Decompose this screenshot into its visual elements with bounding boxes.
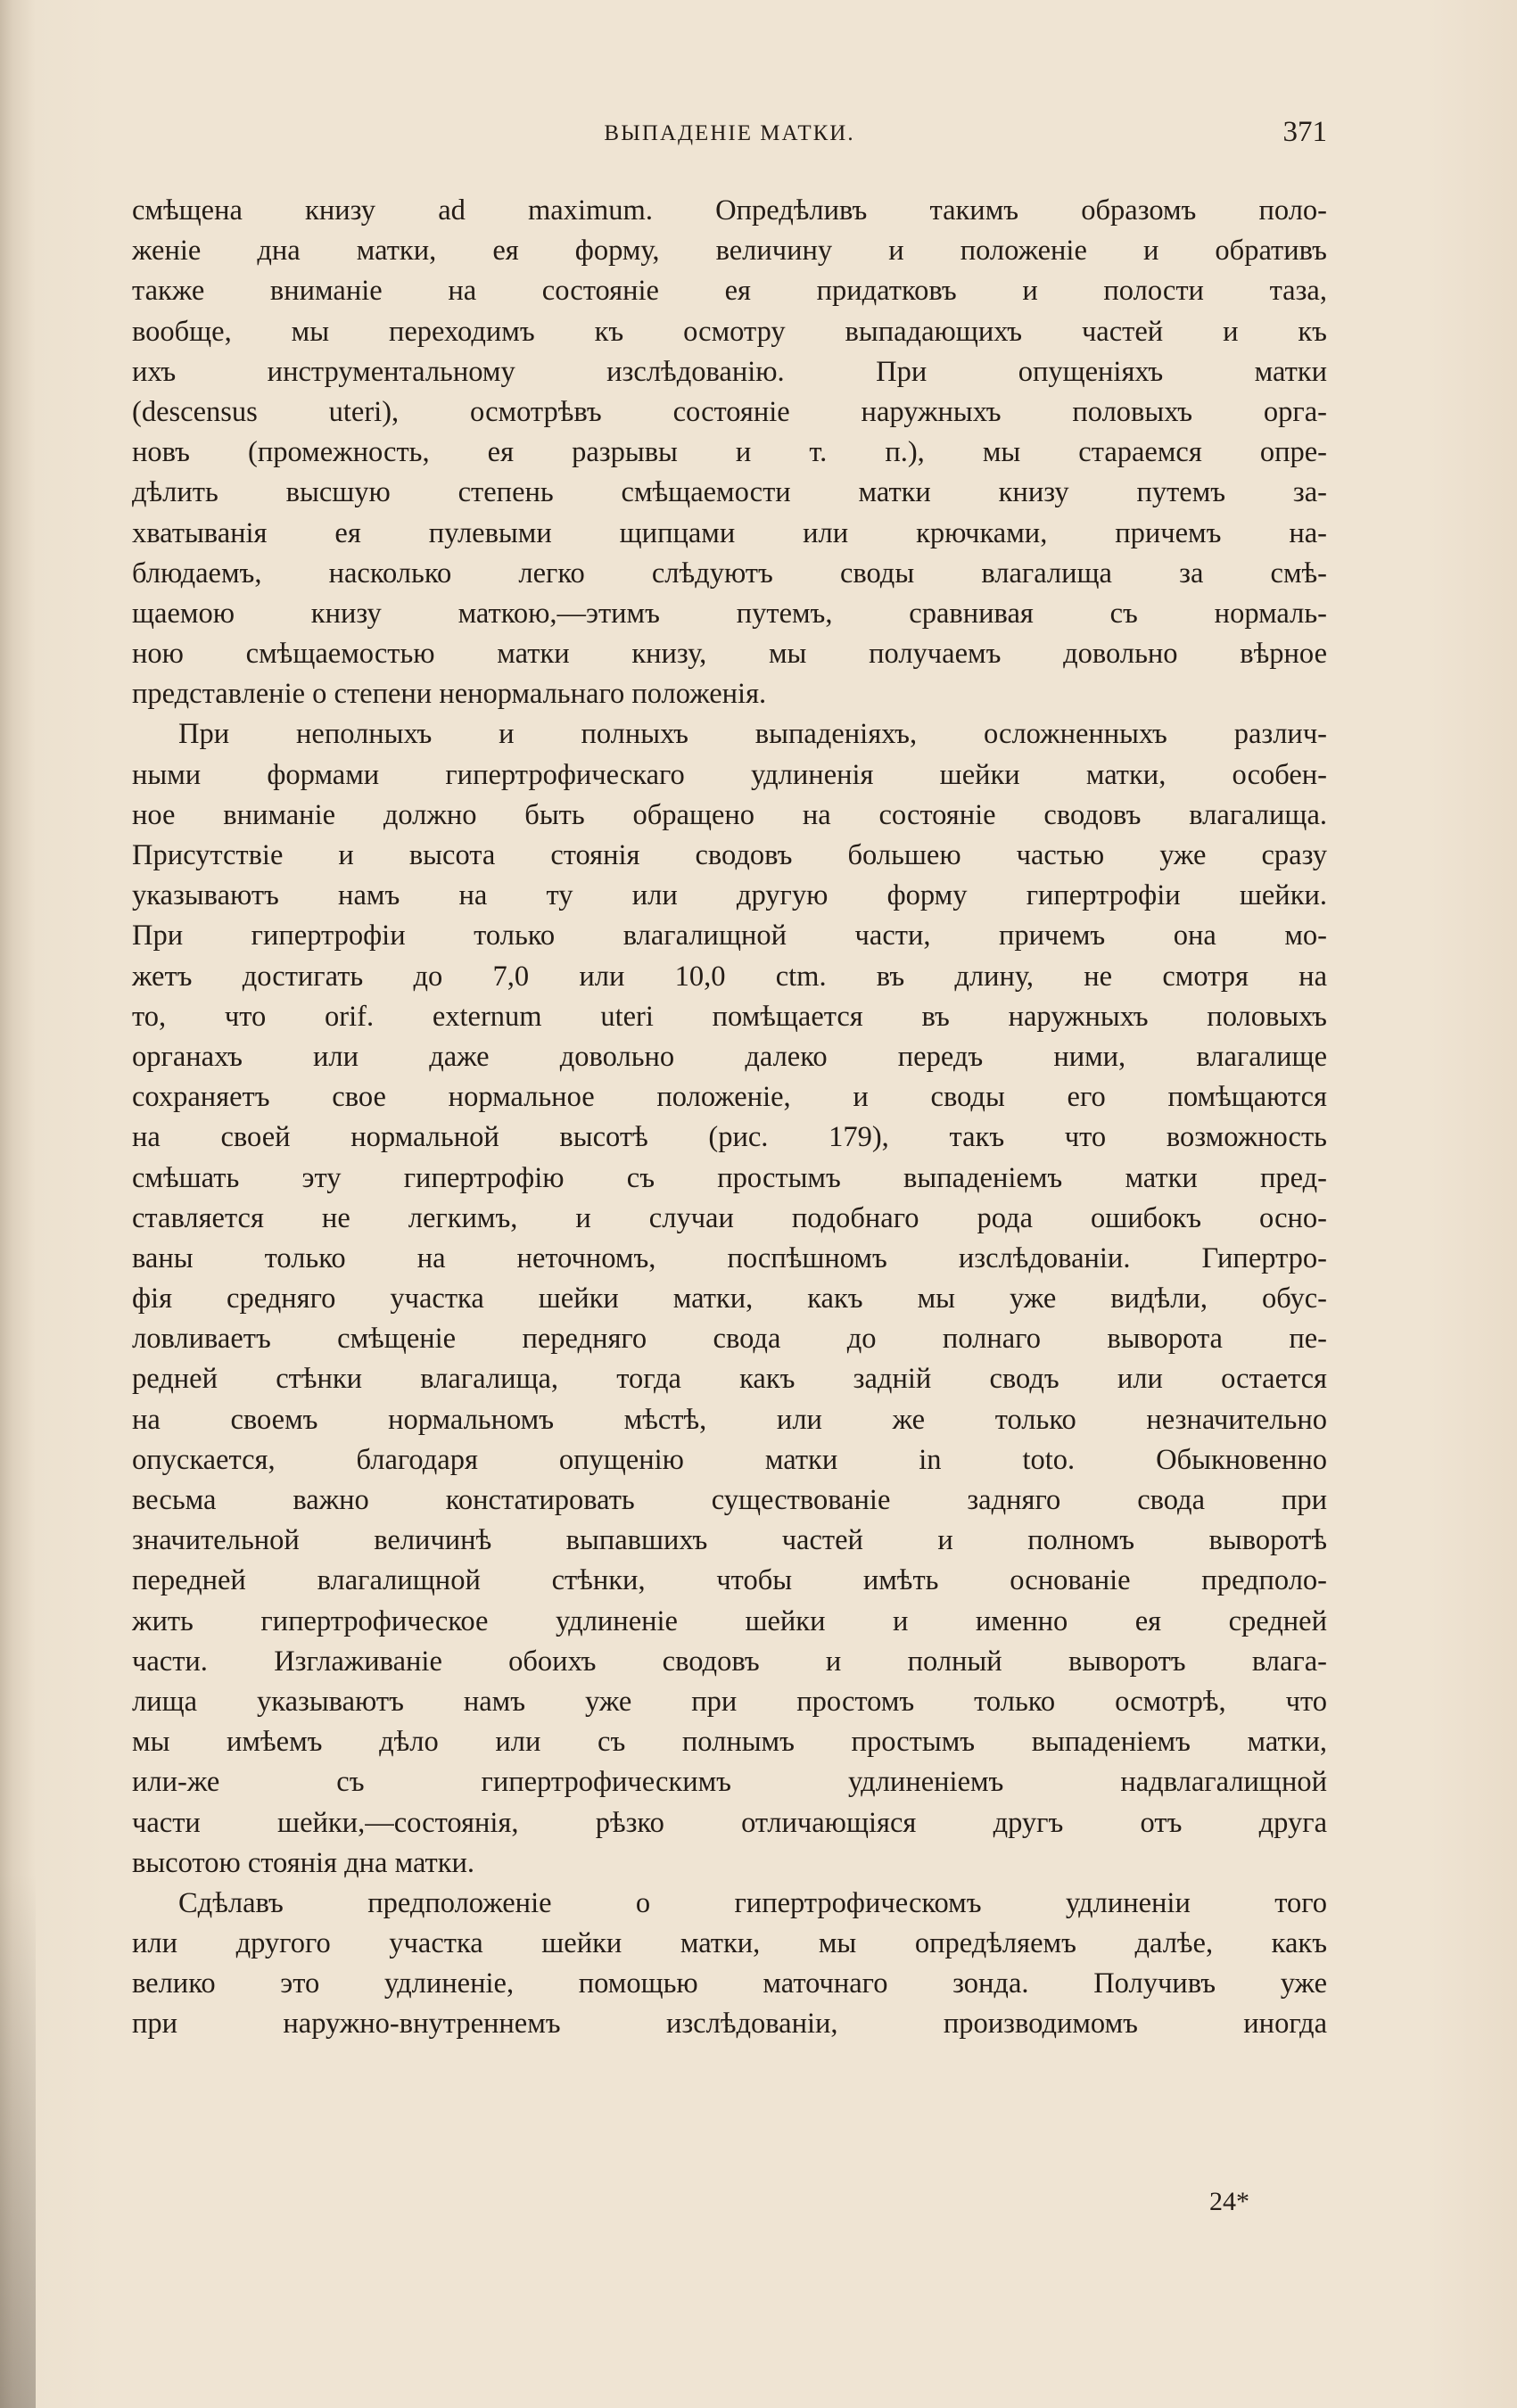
text-line: значительной величинѣ выпавшихъ частей и полномъ выворотѣ xyxy=(132,1524,1327,1557)
text-line: лища указываютъ намъ уже при простомъ только осмотрѣ, что xyxy=(132,1685,1327,1718)
text-line: то, что orif. externum uteri помѣщается въ наружныхъ половыхъ xyxy=(132,1000,1327,1033)
text-line: новъ (промежность, ея разрывы и т. п.), мы стараемся опре- xyxy=(132,436,1327,469)
signature-mark: 24* xyxy=(1209,2187,1249,2216)
text-line: смѣщена книзу ad maximum. Опредѣливъ такимъ образомъ поло- xyxy=(132,194,1327,227)
text-line: ными формами гипертрофическаго удлиненія шейки матки, особен- xyxy=(132,758,1327,791)
text-line: редней стѣнки влагалища, тогда какъ задній сводъ или остается xyxy=(132,1363,1327,1396)
paragraph-start-line: При неполныхъ и полныхъ выпаденіяхъ, осложненныхъ различ- xyxy=(178,718,1327,751)
text-line: велико это удлиненіе, помощью маточнаго зонда. Получивъ уже xyxy=(132,1967,1327,2000)
text-line: весьма важно констатировать существованіе задняго свода при xyxy=(132,1484,1327,1516)
text-line: дѣлить высшую степень смѣщаемости матки книзу путемъ за- xyxy=(132,476,1327,509)
text-line: на своемъ нормальномъ мѣстѣ, или же только незначительно xyxy=(132,1403,1327,1436)
text-line: мы имѣемъ дѣло или съ полнымъ простымъ выпаденіемъ матки, xyxy=(132,1726,1327,1759)
text-line: фія средняго участка шейки матки, какъ мы уже видѣли, обус- xyxy=(132,1282,1327,1315)
running-head: ВЫПАДЕНІЕ МАТКИ. xyxy=(604,121,855,145)
text-line: опускается, благодаря опущенію матки in toto. Обыкновенно xyxy=(132,1443,1327,1476)
text-line: передней влагалищной стѣнки, чтобы имѣть основаніе предполо- xyxy=(132,1564,1327,1597)
text-line: или-же съ гипертрофическимъ удлиненіемъ надвлагалищной xyxy=(132,1766,1327,1799)
body-text xyxy=(132,191,1327,2045)
text-line: смѣшать эту гипертрофію съ простымъ выпаденіемъ матки пред- xyxy=(132,1161,1327,1194)
text-line: ихъ инструментальному изслѣдованію. При опущеніяхъ матки xyxy=(132,355,1327,388)
text-line: высотою стоянія дна матки. xyxy=(132,1846,475,1879)
text-line: Присутствіе и высота стоянія сводовъ большею частью уже сразу xyxy=(132,839,1327,871)
text-line: органахъ или даже довольно далеко передъ ними, влагалище xyxy=(132,1040,1327,1073)
text-line: (descensus uteri), осмотрѣвъ состояніе наружныхъ половыхъ орга- xyxy=(132,395,1327,428)
text-line: также вниманіе на состояніе ея придатковъ и полости таза, xyxy=(132,275,1327,308)
text-line: ловливаетъ смѣщеніе передняго свода до полнаго выворота пе- xyxy=(132,1323,1327,1356)
text-line: при наружно-внутреннемъ изслѣдованіи, производимомъ иногда xyxy=(132,2008,1327,2041)
text-line: указываютъ намъ на ту или другую форму гипертрофіи шейки. xyxy=(132,879,1327,912)
page-header xyxy=(132,116,1327,152)
text-line: хватыванія ея пулевыми щипцами или крючками, причемъ на- xyxy=(132,516,1327,549)
text-line: блюдаемъ, насколько легко слѣдуютъ своды влагалища за смѣ- xyxy=(132,557,1327,590)
paragraph-start-line: Сдѣлавъ предположеніе о гипертрофическомъ удлиненіи того xyxy=(178,1886,1327,1919)
text-line: или другого участка шейки матки, мы опредѣляемъ далѣе, какъ xyxy=(132,1927,1327,1960)
text-line: ною смѣщаемостью матки книзу, мы получаемъ довольно вѣрное xyxy=(132,638,1327,671)
text-line: части шейки,—состоянія, рѣзко отличающіяся другъ отъ друга xyxy=(132,1806,1327,1839)
text-line: представленіе о степени ненормальнаго положенія. xyxy=(132,678,767,711)
text-line: При гипертрофіи только влагалищной части, причемъ она мо- xyxy=(132,919,1327,952)
text-line: щаемою книзу маткою,—этимъ путемъ, сравнивая съ нормаль- xyxy=(132,597,1327,630)
text-line: женіе дна матки, ея форму, величину и положеніе и обративъ xyxy=(132,235,1327,268)
text-line: вообще, мы переходимъ къ осмотру выпадающихъ частей и къ xyxy=(132,315,1327,348)
text-line: ваны только на неточномъ, поспѣшномъ изслѣдованіи. Гипертро- xyxy=(132,1241,1327,1274)
page-number: 371 xyxy=(1282,116,1327,148)
text-line: ставляется не легкимъ, и случаи подобнаго рода ошибокъ осно- xyxy=(132,1201,1327,1234)
text-line: ное вниманіе должно быть обращено на состояніе сводовъ влагалища. xyxy=(132,798,1327,831)
text-line: жить гипертрофическое удлиненіе шейки и именно ея средней xyxy=(132,1604,1327,1637)
text-line: части. Изглаживаніе обоихъ сводовъ и полный выворотъ влага- xyxy=(132,1645,1327,1678)
text-line: на своей нормальной высотѣ (рис. 179), такъ что возможность xyxy=(132,1121,1327,1154)
text-line: сохраняетъ свое нормальное положеніе, и своды его помѣщаются xyxy=(132,1081,1327,1114)
text-line: жетъ достигать до 7,0 или 10,0 ctm. въ длину, не смотря на xyxy=(132,960,1327,993)
